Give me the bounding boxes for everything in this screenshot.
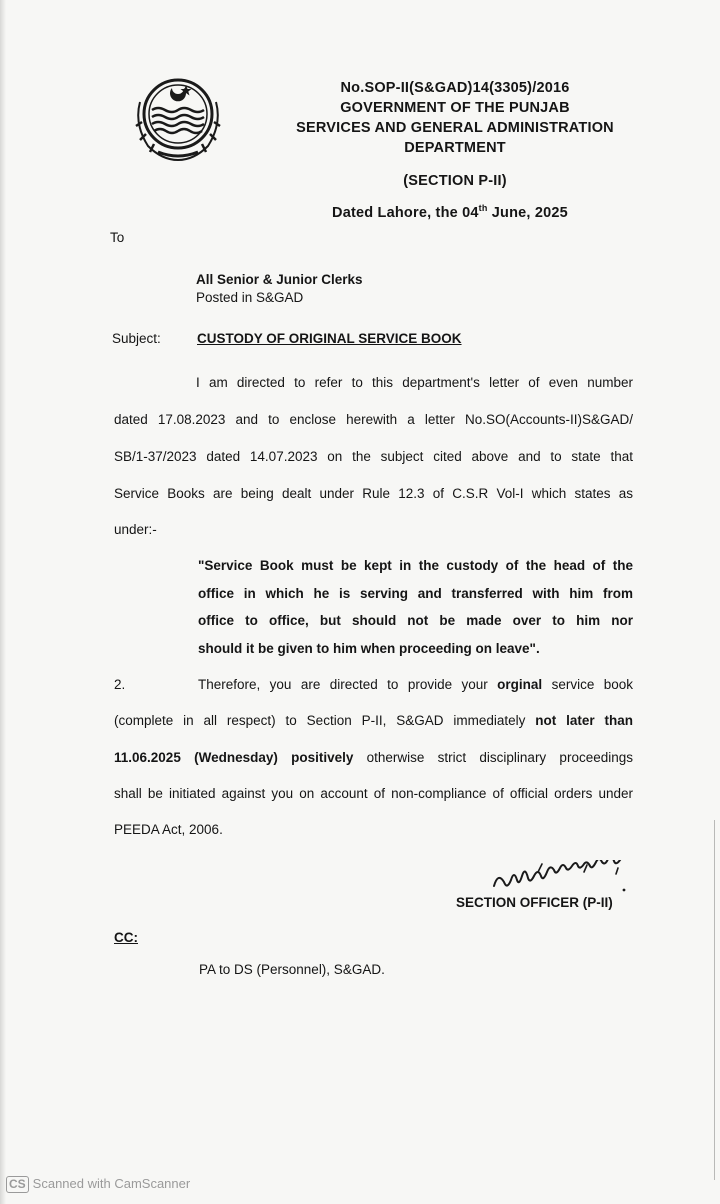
cc-item: PA to DS (Personnel), S&GAD.	[199, 962, 385, 977]
para2-bold-deadline: not later than	[535, 713, 633, 728]
letter-number: No.SOP-II(S&GAD)14(3305)/2016	[340, 80, 570, 96]
camscanner-text: Scanned with CamScanner	[32, 1176, 191, 1191]
department-name-line1: SERVICES AND GENERAL ADMINISTRATION	[296, 120, 614, 136]
camscanner-watermark	[6, 1176, 190, 1193]
quote-line: should it be given to him when proceeding on leave".	[198, 641, 540, 656]
para2-bold-date: 11.06.2025 (Wednesday) positively	[114, 750, 354, 765]
recipient-line2: Posted in S&GAD	[196, 290, 304, 305]
para2-number: 2.	[114, 677, 126, 692]
para1-line: I am directed to refer to this department's letter of even number	[196, 375, 633, 390]
para2-line1	[198, 677, 633, 692]
government-name: GOVERNMENT OF THE PUNJAB	[340, 100, 570, 116]
to-label: To	[110, 230, 125, 245]
section-name: (SECTION P-II)	[403, 173, 507, 189]
quote-line: office to office, but should not be made over to him nor	[198, 613, 633, 628]
para2-line3	[114, 750, 633, 765]
para2-text: otherwise strict disciplinary proceedings	[353, 750, 633, 765]
para2-text: (complete in all respect) to Section P-II, S&GAD immediately	[114, 713, 536, 728]
handwritten-signature	[488, 860, 638, 900]
para2-text: Therefore, you are directed to provide your	[198, 677, 498, 692]
subject-label: Subject:	[112, 331, 161, 346]
department-name-line2: DEPARTMENT	[404, 140, 506, 156]
signatory-designation: SECTION OFFICER (P-II)	[456, 895, 613, 910]
cc-label: CC:	[114, 930, 138, 945]
subject-title: CUSTODY OF ORIGINAL SERVICE BOOK	[197, 331, 462, 346]
dated-suffix: June, 2025	[487, 204, 568, 221]
recipient-line1: All Senior & Junior Clerks	[196, 272, 363, 287]
scan-edge-shadow	[0, 0, 6, 1204]
para2-line4: shall be initiated against you on account of non-compliance of official orders under	[114, 786, 633, 801]
camscanner-logo: CS	[6, 1176, 29, 1193]
para1-line: Service Books are being dealt under Rule 12.3 of C.S.R Vol-I which states as	[114, 486, 633, 501]
dated-line	[300, 203, 600, 221]
para2-text: service book	[542, 677, 633, 692]
dated-superscript: th	[478, 203, 488, 213]
para1-line: SB/1-37/2023 dated 14.07.2023 on the subject cited above and to state that	[114, 449, 633, 464]
quote-line: office in which he is serving and transferred with him from	[198, 586, 633, 601]
para2-line5: PEEDA Act, 2006.	[114, 822, 223, 837]
scan-fold-line	[714, 820, 715, 1180]
punjab-government-emblem	[128, 72, 228, 164]
para1-line: under:-	[114, 522, 157, 537]
para1-line: dated 17.08.2023 and to enclose herewith a letter No.SO(Accounts-II)S&GAD/	[114, 412, 633, 427]
para2-bold-original: orginal	[497, 677, 543, 692]
dated-prefix: Dated Lahore, the 04	[332, 204, 479, 221]
quote-line: "Service Book must be kept in the custody of the head of the	[198, 558, 633, 573]
para2-line2	[114, 713, 633, 728]
